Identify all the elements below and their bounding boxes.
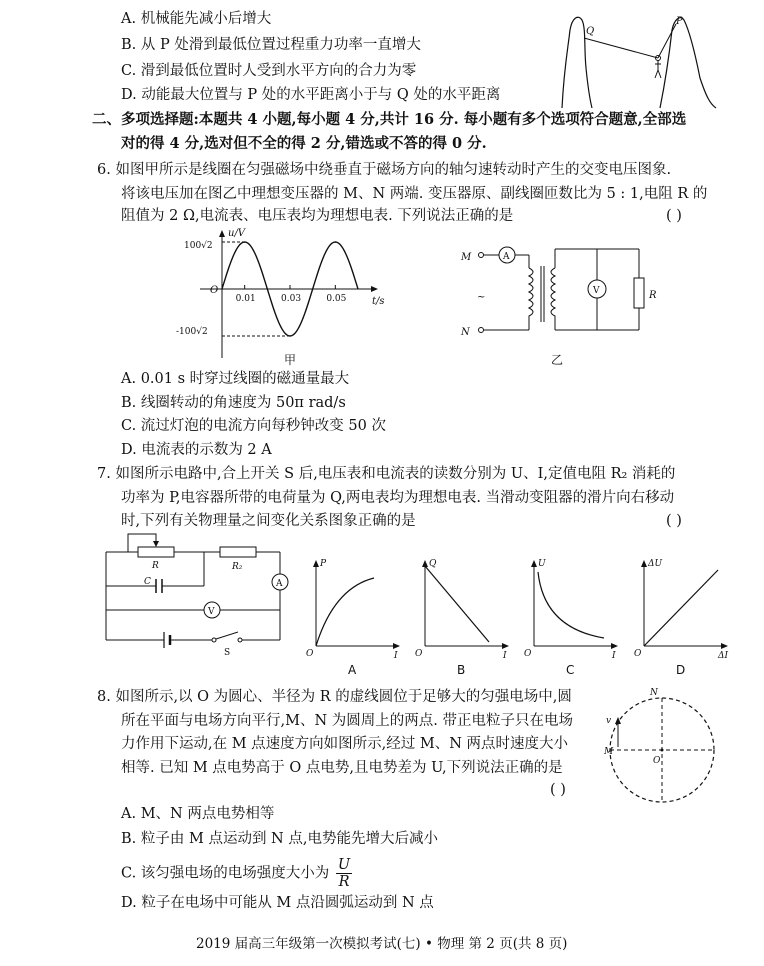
fraction (336, 857, 352, 890)
q8-stem-line4: 相等. 已知 M 点电势高于 O 点电势,且电势差为 U,下列说法正确的是 (121, 760, 563, 776)
secondary-coil (551, 268, 555, 318)
q6-voltage-graph (160, 228, 400, 368)
y-axis-label: u/V (228, 228, 246, 239)
y-axis-arrow (219, 230, 225, 237)
q6-stem-line3: 阻值为 2 Ω,电流表、电压表均为理想电表. 下列说法正确的是 (121, 208, 514, 224)
q8-circle-figure (604, 685, 729, 815)
q6-option-a: A. 0.01 s 时穿过线圈的磁通量最大 (121, 371, 350, 387)
source-symbol: ~ (477, 292, 486, 303)
rope-right (658, 24, 676, 58)
q6-option-b: B. 线圈转动的角速度为 50π rad/s (121, 395, 346, 411)
label-m: M (604, 747, 614, 757)
q7-graph-a (304, 558, 404, 676)
terminal-n (479, 328, 484, 333)
axis-y-q: Q (429, 559, 437, 569)
q8-stem-line2: 所在平面与电场方向平行,M、N 为圆周上的两点. 带正电粒子只在电场 (121, 713, 573, 729)
right-cliff (660, 18, 716, 108)
circuit-caption-yi: 乙 (551, 353, 564, 367)
section-2-heading-line1: 二、多项选择题:本题共 4 小题,每小题 4 分,共计 16 分. 每小题有多个选项符合题意,全部选 (92, 111, 687, 128)
terminal-n-label: N (461, 327, 470, 338)
x-tick-label: 0.01 (235, 294, 256, 304)
caption-b: B (457, 663, 466, 677)
section-2-heading-line2: 对的得 4 分,选对但不全的得 2 分,错选或不答的得 0 分. (121, 135, 487, 152)
origin-o: O (415, 649, 423, 659)
q5-option-c: C. 滑到最低位置时人受到水平方向的合力为零 (121, 63, 417, 79)
x-tick-label: 0.03 (281, 294, 302, 304)
resistor-r (634, 278, 644, 308)
axis-x-i: I (394, 651, 398, 661)
curve-a (316, 578, 374, 646)
ymin-label: -100√2 (176, 327, 208, 337)
voltmeter-label: V (208, 607, 215, 617)
q7-stem-line3: 时,下列有关物理量之间变化关系图象正确的是 (121, 513, 416, 529)
q5-option-b: B. 从 P 处滑到最低位置过程重力功率一直增大 (121, 37, 421, 53)
axis-x-i: I (612, 651, 616, 661)
ammeter-label: A (276, 579, 283, 589)
label-q: Q (586, 26, 595, 37)
q6-answer-bracket: ( ) (666, 208, 682, 224)
q8-option-a: A. M、N 两点电势相等 (121, 806, 275, 822)
x-tick-label: 0.05 (326, 294, 347, 304)
q5-option-a: A. 机械能先减小后增大 (121, 11, 272, 27)
q5-figure (560, 8, 730, 108)
page-footer: 2019 届高三年级第一次模拟考试(七) • 物理 第 2 页(共 8 页) (196, 936, 568, 952)
primary-coil (529, 268, 533, 318)
capacitor-label: C (144, 577, 151, 587)
resistor-r-label: R (649, 290, 657, 301)
switch-s (216, 632, 238, 639)
q6-transformer-circuit (455, 238, 675, 368)
resistor-r2-label: R₂ (232, 562, 243, 572)
q6-stem-line1: 6. 如图甲所示是线圈在匀强磁场中绕垂直于磁场方向的轴匀速转动时产生的交变电压图象. (97, 162, 672, 178)
q7-graph-d (632, 558, 732, 676)
resistor-r2 (220, 547, 256, 557)
caption-c: C (566, 663, 575, 677)
origin-o: O (306, 649, 314, 659)
q6-stem-line2: 将该电压加在图乙中理想变压器的 M、N 两端. 变压器原、副线圈匝数比为 5 : 1,电阻 R 的 (121, 186, 708, 202)
q5-option-d: D. 动能最大位置与 P 处的水平距离小于与 Q 处的水平距离 (121, 87, 501, 103)
x-axis-arrow (371, 286, 378, 292)
center-point (661, 749, 664, 752)
axis-y-du: ΔU (648, 559, 663, 569)
q8-option-c (121, 857, 352, 890)
q7-circuit (100, 530, 295, 660)
label-p: P (676, 16, 683, 27)
axis-x-i: I (503, 651, 507, 661)
q7-stem-line1: 7. 如图所示电路中,合上开关 S 后,电压表和电流表的读数分别为 U、I,定值电阻 R₂ 消耗的 (97, 466, 676, 482)
label-o: O (653, 756, 661, 766)
rope-left (584, 38, 658, 58)
axis-y-u: U (538, 559, 546, 569)
terminal-m-label: M (461, 252, 472, 263)
caption-d: D (676, 663, 686, 677)
origin-o: O (634, 649, 642, 659)
q7-graph-b (413, 558, 513, 676)
voltmeter-label: V (593, 286, 600, 296)
q8-stem-line3: 力作用下运动,在 M 点速度方向如图所示,经过 M、N 两点时速度大小 (121, 736, 569, 752)
q6-option-d: D. 电流表的示数为 2 A (121, 442, 272, 458)
ymax-label: 100√2 (184, 241, 213, 251)
q6-option-c: C. 流过灯泡的电流方向每秒钟改变 50 次 (121, 418, 386, 434)
q7-stem-line2: 功率为 P,电容器所带的电荷量为 Q,两电表均为理想电表. 当滑动变阻器的滑片向右移动 (121, 490, 675, 506)
origin-label: O (210, 285, 219, 296)
line-b (425, 566, 489, 642)
q8-answer-bracket: ( ) (550, 782, 566, 798)
ammeter-label: A (503, 252, 510, 262)
label-n: N (650, 688, 658, 698)
q7-answer-bracket: ( ) (666, 513, 682, 529)
rheostat-label: R (152, 561, 159, 571)
q8-stem-line1: 8. 如图所示,以 O 为圆心、半径为 R 的虚线圆位于足够大的匀强电场中,圆 (97, 689, 572, 705)
switch-label: S (224, 648, 231, 658)
fraction-numerator: U (337, 857, 351, 873)
graph-caption-jia: 甲 (284, 353, 297, 367)
q7-graph-c (522, 558, 622, 676)
line-d (644, 570, 718, 646)
rheostat-r (138, 547, 174, 557)
label-v: v (606, 716, 612, 726)
person-icon (655, 60, 661, 78)
origin-o: O (524, 649, 532, 659)
terminal-m (479, 253, 484, 258)
curve-c (538, 572, 604, 638)
q8-option-d: D. 粒子在电场中可能从 M 点沿圆弧运动到 N 点 (121, 895, 434, 911)
rheostat-slider (128, 534, 156, 552)
axis-x-di: ΔI (718, 651, 729, 661)
q8-option-c-text: C. 该匀强电场的电场强度大小为 (121, 865, 330, 882)
x-axis-label: t/s (372, 296, 385, 307)
q8-option-b: B. 粒子由 M 点运动到 N 点,电势能先增大后减小 (121, 831, 438, 847)
caption-a: A (348, 663, 357, 677)
axis-y-p: P (320, 559, 327, 569)
fraction-denominator: R (338, 874, 350, 890)
